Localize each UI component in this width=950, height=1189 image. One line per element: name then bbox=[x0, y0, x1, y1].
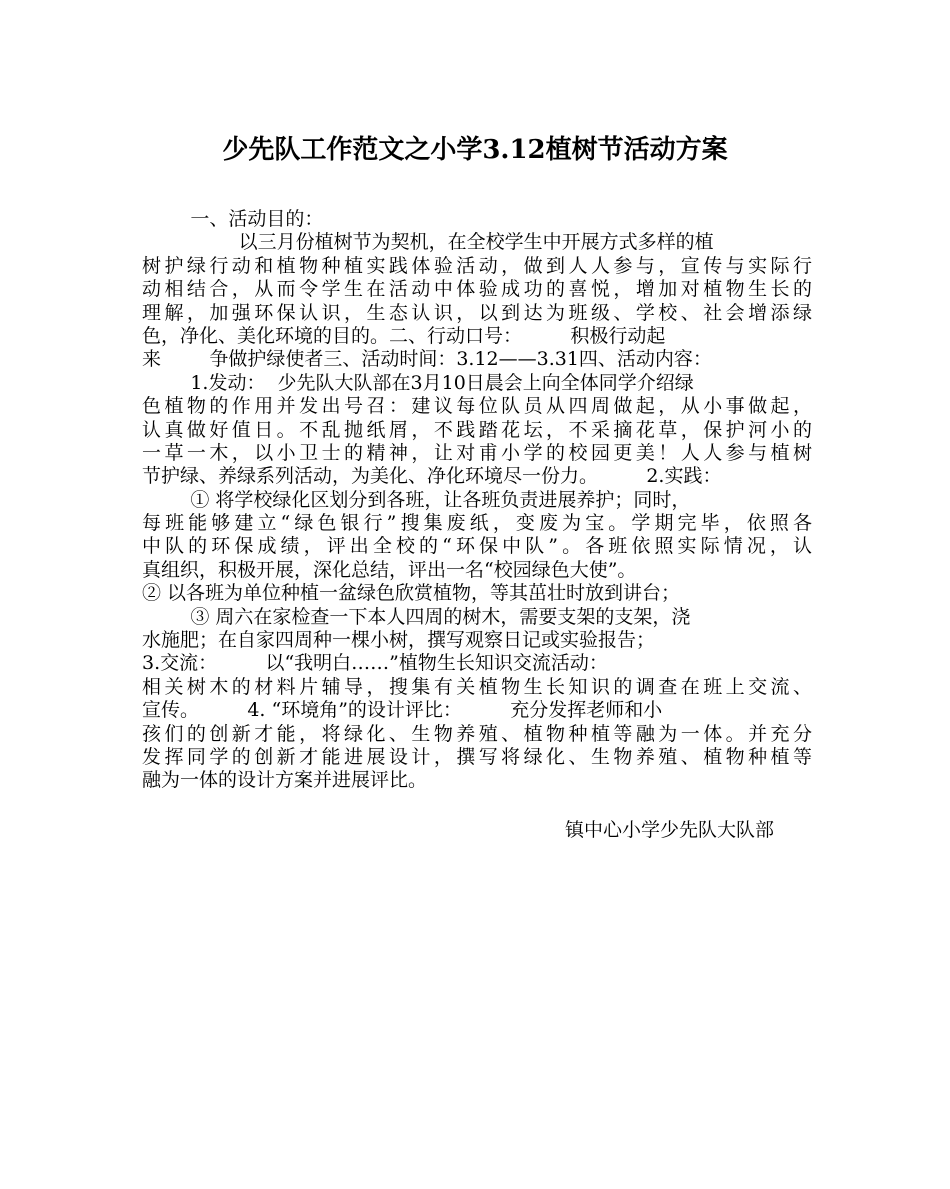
body-line: 3.交流： 以“我明白……”植物生长知识交流活动： bbox=[142, 652, 608, 675]
body-line: 节护绿、养绿系列活动，为美化、净化环境尽一份力。 2.实践： bbox=[142, 465, 722, 488]
document-title: 少先队工作范文之小学3.12植树节活动方案 bbox=[222, 135, 728, 165]
document-body bbox=[142, 208, 812, 793]
body-line: 水施肥；在自家四周种一棵小树，撰写观察日记或实验报告； bbox=[142, 629, 656, 652]
body-line: 1.发动： 少先队大队部在3月10日晨会上向全体同学介绍绿 bbox=[142, 371, 694, 394]
body-line: 色，净化、美化环境的目的。二、行动口号： 积极行动起 bbox=[142, 324, 666, 347]
body-line: 融为一体的设计方案并进展评比。 bbox=[142, 769, 428, 792]
body-line: 真组织，积极开展，深化总结，评出一名“校园绿色大使”。 bbox=[142, 558, 637, 581]
body-line: 树护绿行动和植物种植实践体验活动，做到人人参与，宣传与实际行 bbox=[142, 254, 812, 277]
body-line: ③ 周六在家检查一下本人四周的树木，需要支架的支架，浇 bbox=[142, 605, 691, 628]
body-line: 理解，加强环保认识，生态认识，以到达为班级、学校、社会增添绿 bbox=[142, 301, 812, 324]
body-line: 孩们的创新才能，将绿化、生物养殖、植物种植等融为一体。并充分 bbox=[142, 722, 812, 745]
body-line: 动相结合，从而令学生在活动中体验成功的喜悦，增加对植物生长的 bbox=[142, 278, 812, 301]
body-line: 一、活动目的： bbox=[142, 208, 324, 230]
body-line: 以三月份植树节为契机，在全校学生中开展方式多样的植 bbox=[142, 231, 714, 254]
body-line: 宣传。 4. “环境角”的设计评比： 充分发挥老师和小 bbox=[142, 699, 663, 722]
body-line: 中队的环保成绩，评出全校的“环保中队”。各班依照实际情况，认 bbox=[142, 535, 812, 558]
body-line: 相关树木的材料片辅导，搜集有关植物生长知识的调查在班上交流、 bbox=[142, 675, 812, 698]
body-line: 来 争做护绿使者三、活动时间：3.12——3.31四、活动内容： bbox=[142, 348, 712, 371]
body-line: 色植物的作用并发出号召：建议每位队员从四周做起，从小事做起， bbox=[142, 395, 812, 418]
document-signature: 镇中心小学少先队大队部 bbox=[565, 819, 775, 841]
body-line: ① 将学校绿化区划分到各班，让各班负责进展养护；同时， bbox=[142, 488, 691, 511]
body-line: ② 以各班为单位种植一盆绿色欣赏植物，等其茁壮时放到讲台； bbox=[142, 582, 681, 605]
body-line: 一草一木，以小卫士的精神，让对甫小学的校园更美！人人参与植树 bbox=[142, 441, 812, 464]
body-line: 认真做好值日。不乱抛纸屑，不践踏花坛，不采摘花草，保护河小的 bbox=[142, 418, 812, 441]
body-line: 每班能够建立“绿色银行”搜集废纸，变废为宝。学期完毕，依照各 bbox=[142, 512, 812, 535]
body-line: 发挥同学的创新才能进展设计，撰写将绿化、生物养殖、植物种植等 bbox=[142, 745, 812, 768]
